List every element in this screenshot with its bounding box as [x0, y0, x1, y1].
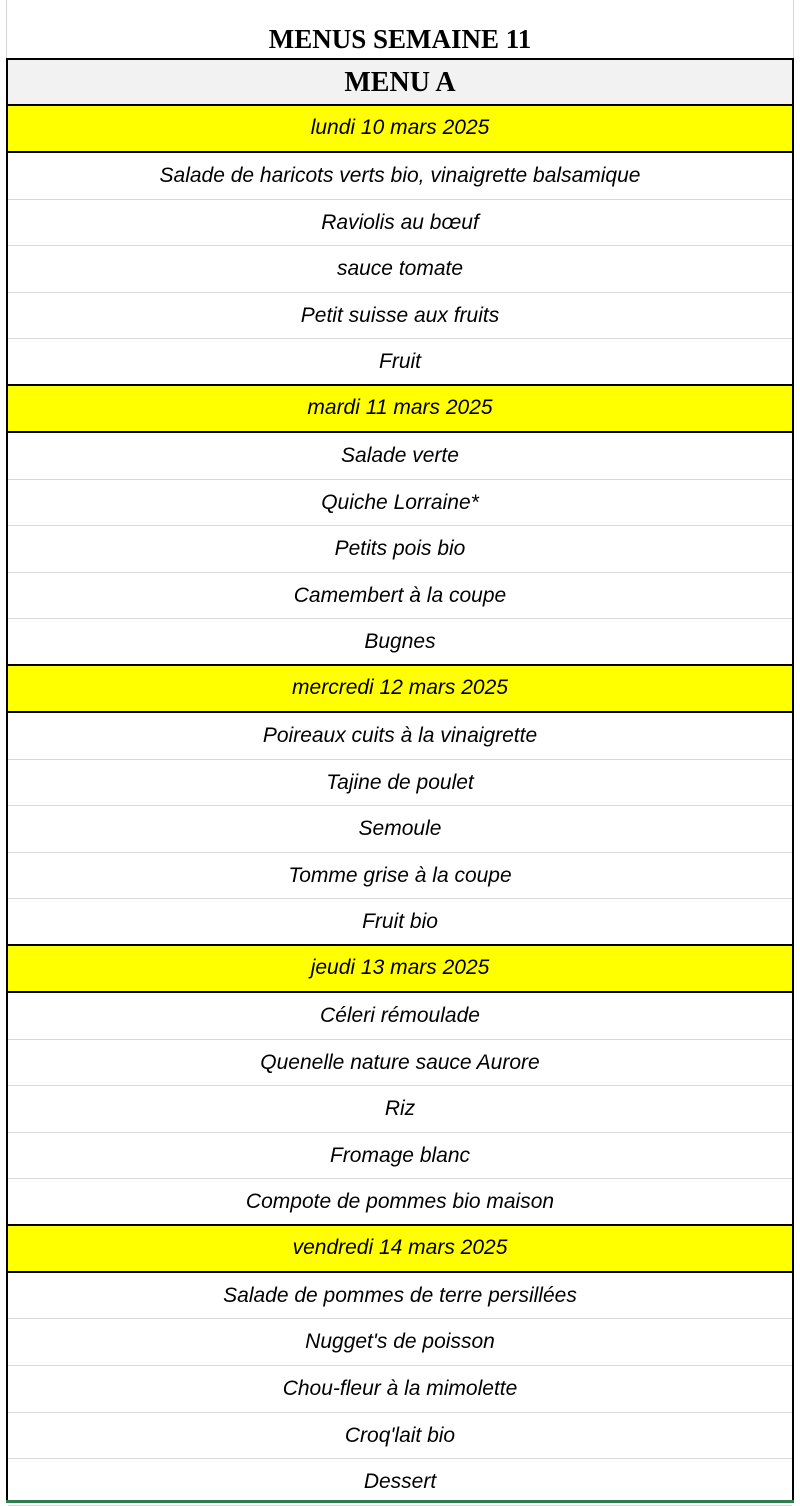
- dish-item: Tomme grise à la coupe: [8, 853, 792, 900]
- selection-edge: [6, 1500, 794, 1503]
- dish-item: Fruit: [8, 339, 792, 386]
- day-section-5: [8, 1226, 792, 1506]
- day-header: mardi 11 mars 2025: [8, 386, 792, 433]
- dish-item: Poireaux cuits à la vinaigrette: [8, 713, 792, 760]
- dish-item: Salade verte: [8, 433, 792, 480]
- dish-item: Fruit bio: [8, 899, 792, 946]
- dish-item: Petit suisse aux fruits: [8, 293, 792, 340]
- dish-item: Quenelle nature sauce Aurore: [8, 1040, 792, 1087]
- dish-item: Fromage blanc: [8, 1133, 792, 1180]
- dish-item: Tajine de poulet: [8, 760, 792, 807]
- day-section-1: [8, 106, 792, 386]
- menu-table: [6, 58, 794, 1500]
- menu-header: MENU A: [8, 60, 792, 106]
- day-header: vendredi 14 mars 2025: [8, 1226, 792, 1273]
- day-header: mercredi 12 mars 2025: [8, 666, 792, 713]
- day-section-2: [8, 386, 792, 666]
- dish-item: Camembert à la coupe: [8, 573, 792, 620]
- day-section-3: [8, 666, 792, 946]
- dish-item: Quiche Lorraine*: [8, 480, 792, 527]
- dish-item: Petits pois bio: [8, 526, 792, 573]
- dish-item: sauce tomate: [8, 246, 792, 293]
- dish-item: Compote de pommes bio maison: [8, 1179, 792, 1226]
- dish-item: Salade de pommes de terre persillées: [8, 1273, 792, 1320]
- dish-item: Bugnes: [8, 619, 792, 666]
- dish-item: Croq'lait bio: [8, 1413, 792, 1460]
- day-section-4: [8, 946, 792, 1226]
- day-header: lundi 10 mars 2025: [8, 106, 792, 153]
- dish-item: Dessert: [8, 1459, 792, 1506]
- dish-item: Nugget's de poisson: [8, 1319, 792, 1366]
- dish-item: Semoule: [8, 806, 792, 853]
- dish-item: Chou-fleur à la mimolette: [8, 1366, 792, 1413]
- dish-item: Raviolis au bœuf: [8, 200, 792, 247]
- day-header: jeudi 13 mars 2025: [8, 946, 792, 993]
- page-title: MENUS SEMAINE 11: [268, 24, 532, 54]
- dish-item: Salade de haricots verts bio, vinaigrette balsamique: [8, 153, 792, 200]
- dish-item: Riz: [8, 1086, 792, 1133]
- dish-item: Céleri rémoulade: [8, 993, 792, 1040]
